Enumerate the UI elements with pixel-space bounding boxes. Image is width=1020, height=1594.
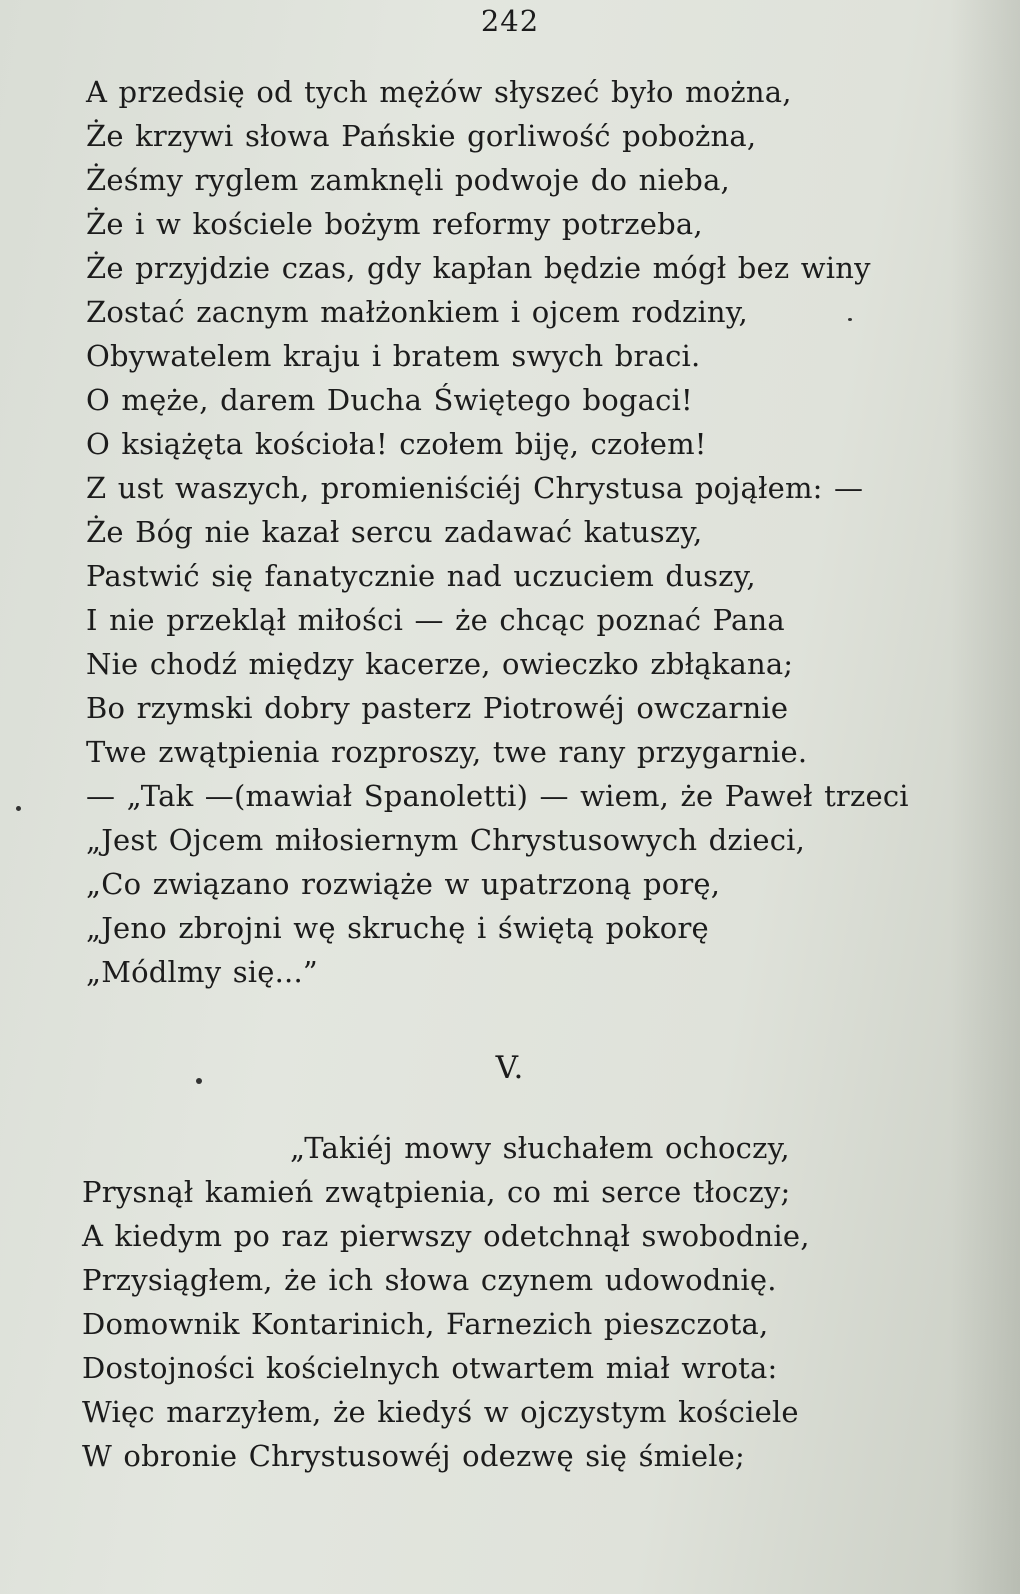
verse-line: Zostać zacnym małżonkiem i ojcem rodziny,	[86, 295, 748, 329]
verse-line: Przysiągłem, że ich słowa czynem udowodnię.	[82, 1263, 777, 1297]
verse-line: W obronie Chrystusowéj odezwę się śmiele;	[82, 1439, 745, 1473]
verse-line: I nie przeklął miłości — że chcąc poznać Pana	[86, 603, 785, 637]
verse-line: Żeśmy ryglem zamknęli podwoje do nieba,	[86, 163, 730, 197]
verse-line: O książęta kościoła! czołem biję, czołem!	[86, 427, 707, 461]
verse-line: Że Bóg nie kazał sercu zadawać katuszy,	[86, 515, 703, 549]
verse-line: Że przyjdzie czas, gdy kapłan będzie mógł bez winy	[86, 251, 871, 285]
verse-line: Obywatelem kraju i bratem swych braci.	[86, 339, 701, 373]
page-number: 242	[480, 4, 540, 38]
verse-line: Że i w kościele bożym reformy potrzeba,	[86, 207, 703, 241]
verse-line: A kiedym po raz pierwszy odetchnął swobodnie,	[82, 1219, 810, 1253]
ink-speck	[848, 318, 852, 321]
verse-line: Pastwić się fanatycznie nad uczuciem duszy,	[86, 559, 756, 593]
verse-line: Z ust waszych, promieniściéj Chrystusa pojąłem: —	[86, 471, 864, 505]
verse-line: „Jest Ojcem miłosiernym Chrystusowych dzieci,	[86, 823, 806, 857]
verse-line: Bo rzymski dobry pasterz Piotrowéj owczarnie	[86, 691, 789, 725]
ink-speck	[16, 806, 21, 811]
verse-line: O męże, darem Ducha Świętego bogaci!	[86, 383, 693, 417]
section-number: V.	[495, 1050, 525, 1086]
verse-line: Twe zwątpienia rozproszy, twe rany przygarnie.	[86, 735, 808, 769]
verse-line: Że krzywi słowa Pańskie gorliwość pobożna,	[86, 119, 757, 153]
verse-line: — „Tak —(mawiał Spanoletti) — wiem, że Paweł trzeci	[86, 779, 909, 813]
verse-line: Prysnął kamień zwątpienia, co mi serce tłoczy;	[82, 1175, 791, 1209]
verse-line: „Jeno zbrojni wę skruchę i świętą pokorę	[86, 911, 709, 945]
verse-line: Więc marzyłem, że kiedyś w ojczystym kościele	[82, 1395, 799, 1429]
verse-line: Nie chodź między kacerze, owieczko zbłąkana;	[86, 647, 794, 681]
ink-speck	[196, 1078, 202, 1084]
verse-line: Dostojności kościelnych otwartem miał wrota:	[82, 1351, 778, 1385]
verse-line: „Takiéj mowy słuchałem ochoczy,	[290, 1131, 790, 1165]
verse-line: Domownik Kontarinich, Farnezich pieszczota,	[82, 1307, 769, 1341]
verse-line: A przedsię od tych mężów słyszeć było można,	[86, 75, 792, 109]
verse-line: „Co związano rozwiąże w upatrzoną porę,	[86, 867, 721, 901]
verse-line: „Módlmy się...”	[86, 955, 318, 989]
